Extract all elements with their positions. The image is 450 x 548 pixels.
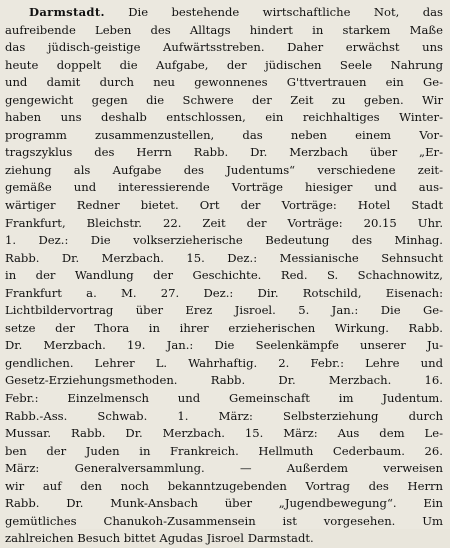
- article-line: gemäße und interessierende Vorträge hiesiger und aus-: [5, 180, 443, 195]
- article-line: 1. Dez.: Die volkserzieherische Bedeutung des Minhag.: [5, 233, 443, 248]
- dateline: Darmstadt.: [29, 5, 105, 19]
- article-line-1: [5, 4, 443, 22]
- article-line: tragszyklus des Herrn Rabb. Dr. Merzbach über „Er-: [5, 145, 443, 160]
- article-line: haben uns deshalb entschlossen, ein reichhaltiges Winter-: [5, 110, 443, 125]
- article-line: Frankfurt, Bleichstr. 22. Zeit der Vorträge: 20.15 Uhr.: [5, 215, 443, 230]
- article-line: Frankfurt a. M. 27. Dez.: Dir. Rotschild, Eisenach:: [5, 285, 443, 300]
- article-line: Rabb.-Ass. Schwab. 1. März: Selbsterziehung durch: [5, 408, 443, 423]
- article-line: wir auf den noch bekanntzugebenden Vortrag des Herrn: [5, 478, 443, 493]
- article-line: gendlichen. Lehrer L. Wahrhaftig. 2. Febr.: Lehre und: [5, 355, 443, 370]
- indent-space: [5, 5, 29, 19]
- article-line: ziehung als Aufgabe des Judentums“ verschiedene zeit-: [5, 162, 443, 177]
- article-line: Mussar. Rabb. Dr. Merzbach. 15. März: Aus dem Le-: [5, 426, 443, 441]
- article-line: Rabb. Dr. Merzbach. 15. Dez.: Messianische Sehnsucht: [5, 250, 443, 265]
- article-line-last: zahlreichen Besuch bittet Agudas Jisroel Darmstadt.: [5, 531, 314, 546]
- article-line: und damit durch neu gewonnenes G'ttvertrauen ein Ge-: [5, 75, 443, 90]
- article-line: in der Wandlung der Geschichte. Red. S. Schachnowitz,: [5, 268, 443, 283]
- article-line: März: Generalversammlung. — Außerdem verweisen: [5, 461, 443, 476]
- article-line: Rabb. Dr. Munk-Ansbach über „Jugendbewegung“. Ein: [5, 496, 443, 511]
- article-line: Lichtbildervortrag über Erez Jisroel. 5. Jan.: Die Ge-: [5, 303, 443, 318]
- article-line: wärtiger Redner bietet. Ort der Vorträge: Hotel Stadt: [5, 198, 443, 213]
- article-line: programm zusammenzustellen, das neben einem Vor-: [5, 127, 443, 142]
- article-line: Dr. Merzbach. 19. Jan.: Die Seelenkämpfe unserer Ju-: [5, 338, 443, 353]
- article-line: gengewicht gegen die Schwere der Zeit zu geben. Wir: [5, 92, 443, 107]
- article-body: [5, 4, 443, 548]
- article-line: heute doppelt die Aufgabe, der jüdischen Seele Nahrung: [5, 57, 443, 72]
- article-line: setze der Thora in ihrer erzieherischen Wirkung. Rabb.: [5, 320, 443, 335]
- article-line: aufreibende Leben des Alltags hindert in starkem Maße: [5, 22, 443, 37]
- article-line: Febr.: Einzelmensch und Gemeinschaft im Judentum.: [5, 391, 443, 406]
- article-line: das jüdisch-geistige Aufwärtsstreben. Daher erwächst uns: [5, 40, 443, 55]
- article-line-1-text: Die bestehende wirtschaftliche Not, das: [104, 5, 443, 19]
- article-line: gemütliches Chanukoh-Zusammensein ist vorgesehen. Um: [5, 513, 443, 528]
- article-line: Gesetz-Erziehungsmethoden. Rabb. Dr. Merzbach. 16.: [5, 373, 443, 388]
- article-line: ben der Juden in Frankreich. Hellmuth Cederbaum. 26.: [5, 443, 443, 458]
